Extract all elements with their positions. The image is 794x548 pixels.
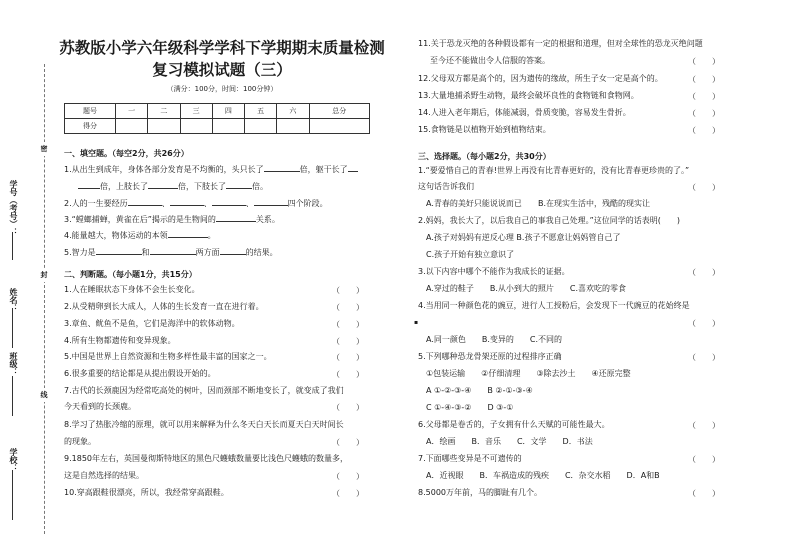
- score-cell[interactable]: [116, 119, 148, 134]
- blank[interactable]: [220, 246, 246, 255]
- blank[interactable]: [348, 163, 358, 172]
- score-cell[interactable]: [309, 119, 370, 134]
- choice-q2-option-c[interactable]: C.孩子开始有独立意识了: [426, 250, 515, 259]
- section2-heading: 二、判断题。（每小题1分，共15分）: [64, 270, 197, 279]
- score-cell[interactable]: [180, 119, 212, 134]
- judge-item-4: 4.所有生物都遗传和变异现象。: [64, 336, 176, 345]
- answer-paren[interactable]: （ ）: [332, 337, 364, 346]
- choice-q6-options[interactable]: A．绘画 B．音乐 C．文学 D．书法: [426, 437, 593, 446]
- score-cell[interactable]: [212, 119, 244, 134]
- judge-item-15: 15.食物链是以植物开始到植物结束。: [418, 125, 551, 134]
- binder-label-school: 学校：: [9, 448, 18, 472]
- answer-paren[interactable]: （ ）: [332, 403, 364, 412]
- judge-item-11-cont: 至今还不能做出令人信服的答案。: [430, 56, 550, 65]
- blank[interactable]: [96, 246, 142, 255]
- judge-item-9-cont: 这是自然选择的结果。: [64, 471, 144, 480]
- binder-label-name: 姓名：: [9, 288, 18, 312]
- score-table-score-row: [65, 119, 370, 134]
- answer-paren[interactable]: （ ）: [688, 57, 720, 66]
- score-table-header-row: [65, 104, 370, 119]
- binder-blank-student-id[interactable]: [12, 232, 13, 260]
- score-header-cell: 一: [116, 104, 148, 119]
- choice-q5: 5.下列哪种恐龙骨架还原的过程排序正确: [418, 352, 562, 361]
- binder-blank-school[interactable]: [12, 470, 13, 520]
- score-header-cell: 总分: [309, 104, 370, 119]
- binder-blank-class[interactable]: [12, 376, 13, 416]
- bullet-mark: ▪: [414, 319, 419, 326]
- judge-item-6: 6.很多重要的结论都是从提出假设开始的。: [64, 369, 216, 378]
- blank[interactable]: [150, 246, 196, 255]
- blank[interactable]: [264, 163, 300, 172]
- binder-label-class: 班级：: [9, 352, 18, 376]
- choice-q5-steps: ①包装运输 ②仔细清理 ③除去沙土 ④还原完整: [426, 369, 631, 378]
- score-header-cell: 二: [148, 104, 180, 119]
- section3-heading: 三、选择题。（每小题2分，共30分）: [418, 152, 551, 161]
- judge-item-3: 3.章鱼、鱿鱼不是鱼，它们是海洋中的软体动物。: [64, 319, 240, 328]
- choice-q3: 3.以下内容中哪个不能作为我成长的证据。: [418, 267, 570, 276]
- choice-q5-options-cd[interactable]: C ①-④-③-② D ③-①: [426, 403, 514, 412]
- judge-item-2: 2.从受精卵到长大成人，人体的生长发育一直在进行着。: [64, 302, 264, 311]
- blank[interactable]: [78, 180, 100, 189]
- choice-q2: 2.妈妈，我长大了，以后我自己的事我自己处理。”这位同学的话表明( ): [418, 216, 681, 225]
- judge-item-13: 13.大量地捕杀野生动物，最终会破坏良性的食物链和食物网。: [418, 91, 639, 100]
- section1-heading: 一、填空题。（每空2分，共26分）: [64, 149, 189, 158]
- choice-q4-options[interactable]: A.同一颜色 B.变异的 C.不同的: [426, 335, 563, 344]
- answer-paren[interactable]: （ ）: [332, 303, 364, 312]
- judge-item-9: 9.1850年左右，英国曼彻斯特地区的黑色尺蠖蛾数量要比浅色尺蠖蛾的数量多，: [64, 454, 348, 463]
- score-header-cell: 三: [180, 104, 212, 119]
- answer-paren[interactable]: （ ）: [332, 320, 364, 329]
- score-header-cell: 四: [212, 104, 244, 119]
- score-table: [64, 103, 370, 134]
- answer-paren[interactable]: （ ）: [332, 489, 364, 498]
- blank[interactable]: [170, 197, 204, 206]
- choice-q1-cont: 这句话告诉我们: [418, 182, 474, 191]
- blank[interactable]: [216, 213, 256, 222]
- page-subtitle: （满分：100分，时间：100分钟）: [166, 85, 278, 93]
- fill-q2: 2.人的一生要经历 、 、 、 四个阶段。: [64, 199, 328, 208]
- blank[interactable]: [148, 180, 178, 189]
- choice-q3-options[interactable]: A.穿过的鞋子 B.从小到大的照片 C.喜欢吃的零食: [426, 284, 627, 293]
- judge-item-7: 7.古代的长颈鹿因为经常吃高处的树叶，因而颈部不断地变长了，就变成了我们: [64, 386, 344, 395]
- score-header-cell: 五: [245, 104, 277, 119]
- binder-blank-name[interactable]: [12, 308, 13, 348]
- judge-item-7-cont: 今天看到的长颈鹿。: [64, 402, 136, 411]
- blank[interactable]: [254, 197, 288, 206]
- answer-paren[interactable]: （ ）: [688, 455, 720, 464]
- choice-q5-options-ab[interactable]: A ①-②-③-④ B ②-①-③-④: [426, 386, 533, 395]
- choice-q7-options[interactable]: A．近视眼 B．车祸造成的残疾 C．杂交水稻 D．A和B: [426, 471, 660, 480]
- judge-item-12: 12.父母双方都是高个的，因为遗传的缘故，所生子女一定是高个的。: [418, 74, 663, 83]
- choice-q2-options-ab[interactable]: A.孩子对妈妈有逆反心理 B.孩子不愿意让妈妈管自己了: [426, 233, 621, 242]
- seal-char-feng: 封: [40, 268, 48, 282]
- fill-q1-line1: 1.从出生到成年，身体各部分发育是不均衡的，头只长了 倍，躯干长了: [64, 163, 358, 175]
- answer-paren[interactable]: （ ）: [688, 353, 720, 362]
- answer-paren[interactable]: （ ）: [332, 370, 364, 379]
- choice-q7: 7.下面哪些变异是不可遗传的: [418, 454, 522, 463]
- score-header-cell: 题号: [65, 104, 116, 119]
- fill-q4: 4.能量越大，物体运动的本领 。: [64, 231, 216, 240]
- blank[interactable]: [226, 180, 252, 189]
- fill-q3: 3.“螳螂捕蝉，黄雀在后”揭示的是生物间的 关系。: [64, 215, 280, 224]
- choice-q4: 4.当用同一种颜色花的豌豆，进行人工授粉后，会发现下一代豌豆的花始终是: [418, 301, 690, 310]
- answer-paren[interactable]: （ ）: [688, 183, 720, 192]
- blank[interactable]: [212, 197, 246, 206]
- fill-q5: 5.智力是 和 两方面 的结果。: [64, 248, 278, 257]
- score-row-label: 得分: [65, 119, 116, 134]
- answer-paren[interactable]: （ ）: [332, 438, 364, 447]
- score-cell[interactable]: [277, 119, 309, 134]
- blank[interactable]: [168, 229, 208, 238]
- score-header-cell: 六: [277, 104, 309, 119]
- blank[interactable]: [128, 197, 162, 206]
- answer-paren[interactable]: （ ）: [332, 472, 364, 481]
- choice-q6: 6.父母都是卷舌的，子女拥有什么天赋的可能性最大。: [418, 420, 610, 429]
- judge-item-5: 5.中国是世界上自然资源和生物多样性最丰富的国家之一。: [64, 352, 272, 361]
- answer-paren[interactable]: （ ）: [688, 92, 720, 101]
- page-title-line1: 苏教版小学六年级科学学科下学期期末质量检测: [59, 39, 385, 57]
- page-title-line2: 复习模拟试题（三）: [152, 61, 292, 79]
- choice-q1: 1.“要爱惜自己的青春!世界上再没有比青春更好的，没有比青春更珍贵的了。”: [418, 166, 690, 175]
- judge-item-11: 11.关于恐龙灭绝的各种假设都有一定的根据和道理，但对全球性的恐龙灭绝问题: [418, 39, 703, 48]
- answer-paren[interactable]: （ ）: [688, 75, 720, 84]
- answer-paren[interactable]: （ ）: [688, 421, 720, 430]
- seal-char-xian: 线: [40, 388, 48, 402]
- fill-q1-line2: 倍，上肢长了 倍，下肢长了 倍。: [78, 180, 268, 192]
- judge-item-8-cont: 的现象。: [64, 437, 96, 446]
- score-cell[interactable]: [148, 119, 180, 134]
- binder-dash-line: [44, 64, 45, 534]
- judge-item-8: 8.学习了热胀冷缩的原理，就可以用来解释为什么冬天白天长而夏天白天时间长: [64, 420, 344, 429]
- choice-q1-option-a[interactable]: A.青春的美好只能说说而已: [426, 199, 522, 208]
- choice-q1-option-b[interactable]: B.在现实生活中，残酷的现实让: [538, 199, 651, 208]
- answer-paren[interactable]: （ ）: [688, 268, 720, 277]
- seal-char-mi: 密: [40, 142, 48, 156]
- binder-label-student-id: 学号（考号）：: [9, 180, 18, 236]
- answer-paren[interactable]: （ ）: [688, 319, 720, 328]
- answer-paren[interactable]: （ ）: [332, 353, 364, 362]
- score-cell[interactable]: [245, 119, 277, 134]
- judge-item-14: 14.人进入老年期后，体能减弱，骨质变脆，容易发生骨折。: [418, 108, 631, 117]
- answer-paren[interactable]: （ ）: [688, 489, 720, 498]
- choice-q8: 8.5000万年前，马的脚趾有几个。: [418, 488, 542, 497]
- judge-item-1: 1.人在睡眠状态下身体不会生长变化。: [64, 285, 200, 294]
- answer-paren[interactable]: （ ）: [688, 109, 720, 118]
- judge-item-10: 10.穿高跟鞋很漂亮，所以，我经常穿高跟鞋。: [64, 488, 229, 497]
- answer-paren[interactable]: （ ）: [332, 286, 364, 295]
- answer-paren[interactable]: （ ）: [688, 126, 720, 135]
